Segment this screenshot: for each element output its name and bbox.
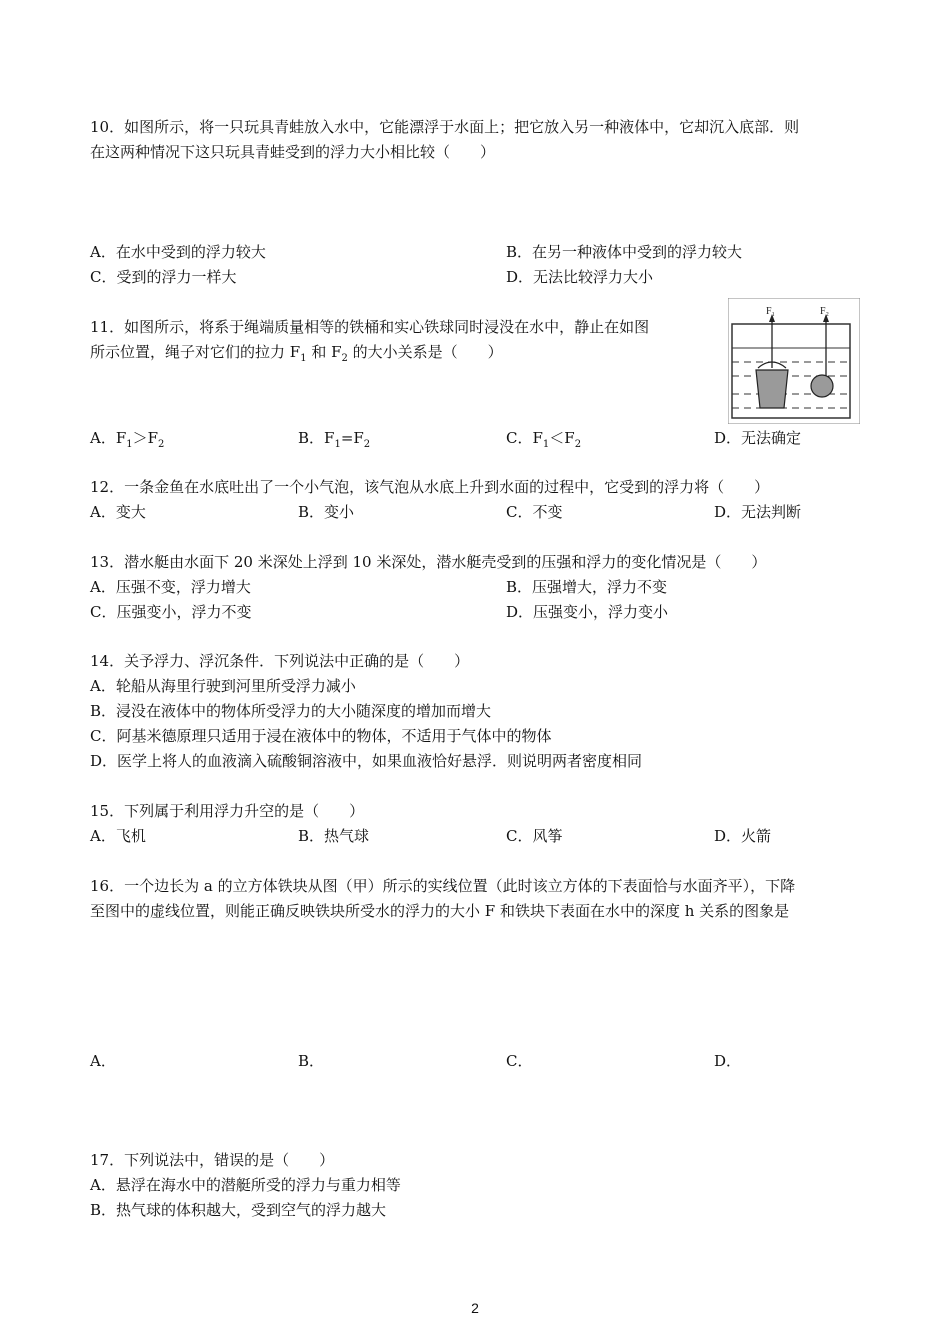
- question-15-option-c[interactable]: C．风筝: [506, 827, 563, 845]
- question-12-option-d[interactable]: D．无法判断: [714, 503, 802, 521]
- question-10-option-a[interactable]: A．在水中受到的浮力较大: [90, 243, 266, 261]
- question-13-options-row-1: [90, 575, 870, 600]
- bucket-icon: [756, 370, 788, 408]
- question-13-option-c[interactable]: C．压强变小，浮力不变: [90, 603, 252, 621]
- question-10-option-c[interactable]: C．受到的浮力一样大: [90, 268, 237, 286]
- question-12-options: [90, 500, 870, 525]
- question-15-options: [90, 824, 870, 849]
- question-10-stem-line-1: 10．如图所示，将一只玩具青蛙放入水中，它能漂浮于水面上；把它放入另一种液体中，它却沉入底部．则: [90, 118, 800, 136]
- question-16-option-c[interactable]: C．: [506, 1052, 533, 1070]
- question-11-stem-line-2: 所示位置，绳子对它们的拉力 $F_1$ 和 $F_2$ 的大小关系是（ ）: [90, 343, 503, 364]
- force-label-f2: F₂: [820, 306, 830, 317]
- question-14-stem: 14．关予浮力、浮沉条件．下列说法中正确的是（ ）: [90, 652, 470, 670]
- bucket-ball-diagram: [728, 298, 860, 424]
- question-14-option-b[interactable]: B．浸没在液体中的物体所受浮力的大小随深度的增加而增大: [90, 702, 492, 720]
- question-11: [90, 315, 710, 371]
- question-11-option-d[interactable]: D．无法确定: [714, 429, 802, 447]
- question-16-options: [90, 1049, 870, 1074]
- question-13-stem: 13．潜水艇由水面下 20 米深处上浮到 10 米深处，潜水艇壳受到的压强和浮力的变化情况是（ ）: [90, 553, 767, 571]
- question-16-stem-line-1: 16．一个边长为 a 的立方体铁块从图（甲）所示的实线位置（此时该立方体的下表面恰与水面齐平），下降: [90, 877, 796, 895]
- question-16-option-d[interactable]: D．: [714, 1052, 742, 1070]
- question-11-option-b[interactable]: B．$F_1=F_2$: [298, 429, 371, 450]
- force-label-f1: F₁: [766, 306, 776, 317]
- question-10-option-d[interactable]: D．无法比较浮力大小: [506, 268, 654, 286]
- question-15-option-d[interactable]: D．火箭: [714, 827, 772, 845]
- question-17-stem: 17．下列说法中，错误的是（ ）: [90, 1151, 335, 1169]
- question-10-options-row-1: [90, 240, 870, 265]
- question-13-option-d[interactable]: D．压强变小，浮力变小: [506, 603, 669, 621]
- page-number: 2: [471, 1300, 479, 1316]
- question-15-stem: 15．下列属于利用浮力升空的是（ ）: [90, 802, 365, 820]
- question-16-stem-line-2: 至图中的虚线位置，则能正确反映铁块所受水的浮力的大小 F 和铁块下表面在水中的深度 h 关系的图象是: [90, 902, 790, 920]
- question-11-stem-line-1: 11．如图所示，将系于绳端质量相等的铁桶和实心铁球同时浸没在水中，静止在如图: [90, 318, 650, 336]
- question-13-option-b[interactable]: B．压强增大，浮力不变: [506, 578, 668, 596]
- question-13-option-a[interactable]: A．压强不变，浮力增大: [90, 578, 251, 596]
- question-14: [90, 649, 870, 774]
- question-11-option-c[interactable]: C．$F_1<F_2$: [506, 429, 582, 450]
- question-11-options: [90, 426, 870, 451]
- question-17-option-a[interactable]: A．悬浮在海水中的潜艇所受的浮力与重力相等: [90, 1176, 401, 1194]
- question-10-options-row-2: [90, 265, 870, 290]
- bucket-and-ball-figure: [728, 298, 860, 424]
- question-17-option-b[interactable]: B．热气球的体积越大，受到空气的浮力越大: [90, 1201, 387, 1219]
- question-10-option-b[interactable]: B．在另一种液体中受到的浮力较大: [506, 243, 743, 261]
- question-12-option-c[interactable]: C．不变: [506, 503, 563, 521]
- question-15-option-a[interactable]: A．飞机: [90, 827, 146, 845]
- question-14-option-c[interactable]: C．阿基米德原理只适用于浸在液体中的物体，不适用于气体中的物体: [90, 727, 552, 745]
- question-17: [90, 1148, 870, 1223]
- question-13-options-row-2: [90, 600, 870, 625]
- question-11-option-a[interactable]: A．$F_1>F_2$: [90, 429, 165, 450]
- iron-ball-icon: [811, 375, 833, 397]
- question-12-option-a[interactable]: A．变大: [90, 503, 146, 521]
- question-15-option-b[interactable]: B．热气球: [298, 827, 370, 845]
- question-12-option-b[interactable]: B．变小: [298, 503, 355, 521]
- question-14-option-d[interactable]: D．医学上将人的血液滴入硫酸铜溶液中，如果血液恰好悬浮．则说明两者密度相同: [90, 752, 643, 770]
- question-14-option-a[interactable]: A．轮船从海里行驶到河里所受浮力减小: [90, 677, 356, 695]
- question-10-stem-line-2: 在这两种情况下这只玩具青蛙受到的浮力大小相比较（ ）: [90, 143, 496, 161]
- question-16-option-a[interactable]: A．: [90, 1052, 116, 1070]
- question-16-option-b[interactable]: B．: [298, 1052, 325, 1070]
- question-16: [90, 874, 870, 924]
- question-10: [90, 115, 870, 165]
- question-12-stem: 12．一条金鱼在水底吐出了一个小气泡，该气泡从水底上升到水面的过程中，它受到的浮力将（ ）: [90, 478, 770, 496]
